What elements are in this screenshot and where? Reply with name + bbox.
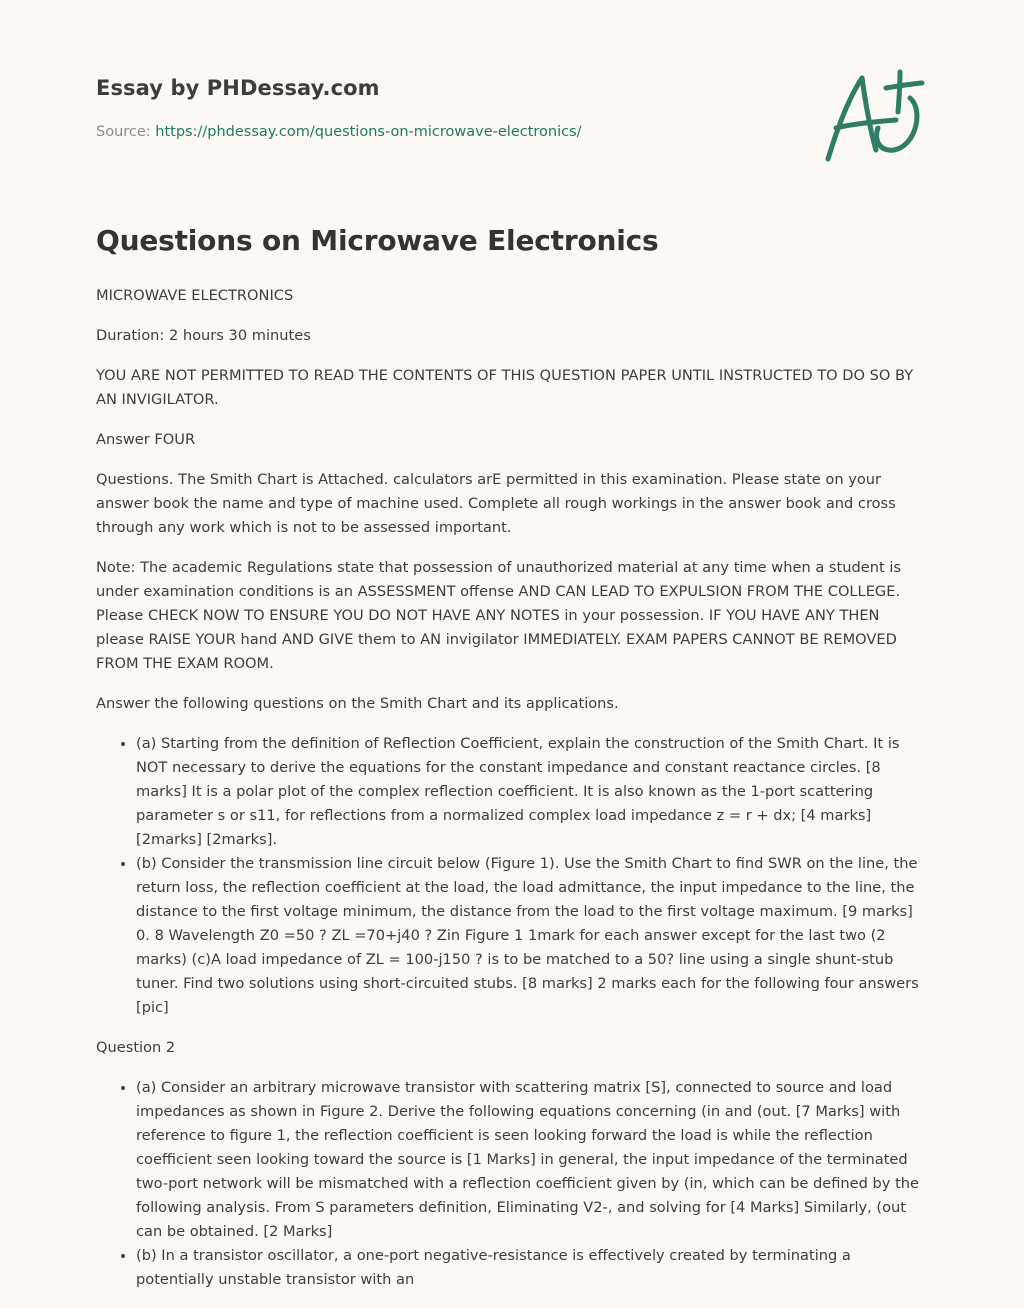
source-link[interactable]: https://phdessay.com/questions-on-microwave-electronics/ (155, 124, 582, 140)
essay-content (96, 284, 926, 1308)
question-1-list (96, 732, 926, 1020)
list-item: • (b) In a transistor oscillator, a one-port negative-resistance is effectively created by terminating a potentially unstable transistor with an (136, 1244, 926, 1292)
paragraph: Answer FOUR (96, 431, 196, 448)
question-2-list (96, 1076, 926, 1292)
source-label: Source: (96, 124, 151, 140)
paragraph: Duration: 2 hours 30 minutes (96, 327, 311, 344)
paragraph: MICROWAVE ELECTRONICS (96, 287, 294, 304)
question-2-heading: Question 2 (96, 1039, 176, 1056)
paragraph: YOU ARE NOT PERMITTED TO READ THE CONTENTS OF THIS QUESTION PAPER UNTIL INSTRUCTED TO DO SO BY AN INVIGILATOR. (96, 367, 914, 408)
list-item: • (a) Starting from the definition of Reflection Coefficient, explain the construction of the Smith Chart. It is NOT necessary to derive the equations for the constant impedance and constant reactance circles. [8 marks] It is a polar plot of the complex reflection coefficient. It is also known as the 1-port scattering parameter s or s11, for reflections from a normalized complex load impedance z = r + dx; [4 marks] [2marks] [2marks]. (136, 732, 926, 852)
paragraph: Answer the following questions on the Smith Chart and its applications. (96, 695, 619, 712)
paragraph: Questions. The Smith Chart is Attached. calculators arE permitted in this examination. Please state on your answer book the name and type of machine used. Complete all rough workings in the answer book and cross through any work which is not to be assessed important. (96, 471, 896, 536)
list-item: • (a) Consider an arbitrary microwave transistor with scattering matrix [S], connected to source and load impedances as shown in Figure 2. Derive the following equations concerning (in and (out. [7 Marks] with reference to figure 1, the reflection coefficient is seen looking forward the load is while the reflection coefficient seen looking toward the source is [1 Marks] in general, the input impedance of the terminated two-port network will be mismatched with a reflection coefficient given by (in, which can be defined by the following analysis. From S parameters definition, Eliminating V2-, and solving for [4 Marks] Similarly, (out can be obtained. [2 Marks] (136, 1076, 926, 1244)
source-line (96, 124, 582, 140)
brand-name: Essay by PHDessay.com (96, 76, 380, 100)
page-title: Questions on Microwave Electronics (96, 224, 659, 257)
paragraph: Note: The academic Regulations state that possession of unauthorized material at any time when a student is under examination conditions is an ASSESSMENT offense AND CAN LEAD TO EXPULSION FROM THE COLLEGE. Please CHECK NOW TO ENSURE YOU DO NOT HAVE ANY NOTES in your possession. IF YOU HAVE ANY THEN please RAISE YOUR hand AND GIVE them to AN invigilator IMMEDIATELY. EXAM PAPERS CANNOT BE REMOVED FROM THE EXAM ROOM. (96, 559, 902, 672)
a-plus-logo-icon (816, 66, 932, 166)
list-item: • (b) Consider the transmission line circuit below (Figure 1). Use the Smith Chart to find SWR on the line, the return loss, the reflection coefficient at the load, the load admittance, the input impedance to the line, the distance to the first voltage minimum, the distance from the load to the first voltage maximum. [9 marks] 0. 8 Wavelength Z0 =50 ? ZL =70+j40 ? Zin Figure 1 1mark for each answer except for the last two (2 marks) (c)A load impedance of ZL = 100-j150 ? is to be matched to a 50? line using a single shunt-stub tuner. Find two solutions using short-circuited stubs. [8 marks] 2 marks each for the following four answers [pic] (136, 852, 926, 1020)
